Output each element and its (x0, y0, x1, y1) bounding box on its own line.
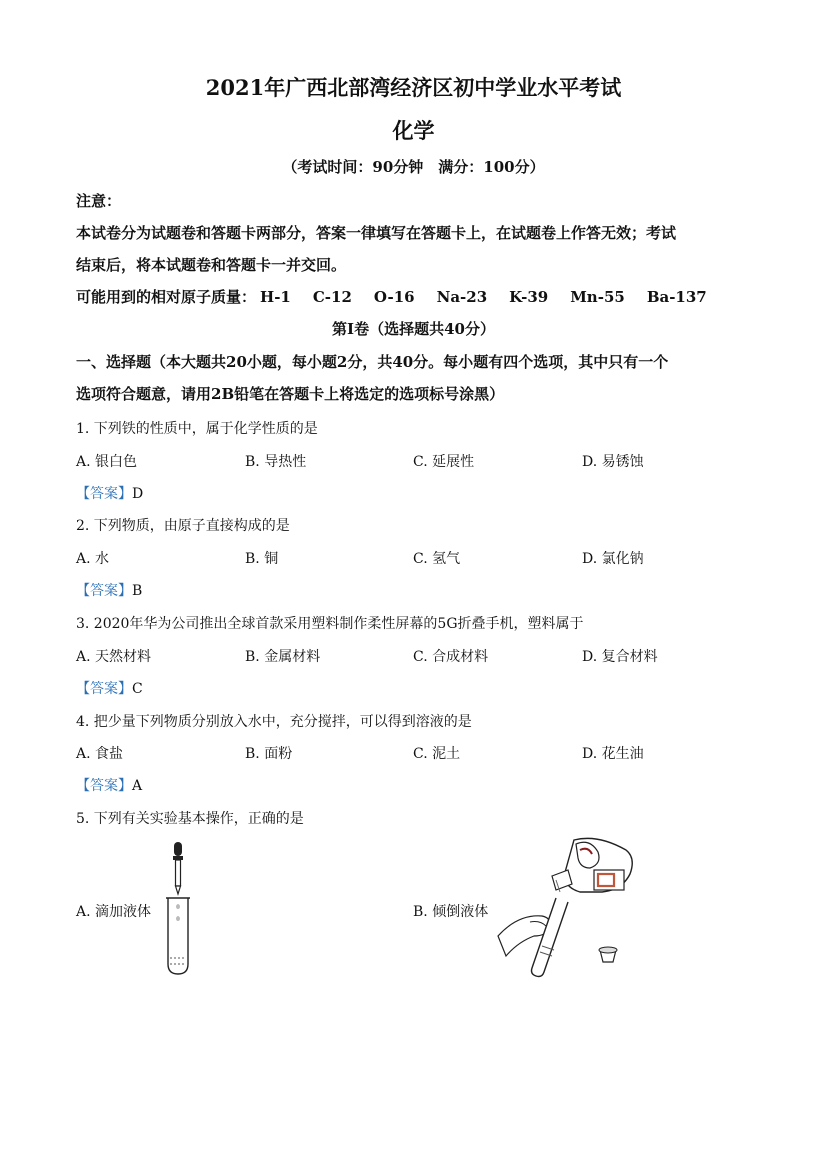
question-1-answer (76, 483, 143, 503)
question-1-option-c: C. 延展性 (413, 454, 475, 470)
question-5-stem: 5. 下列有关实验基本操作，正确的是 (76, 811, 304, 827)
question-4-option-c: C. 泥土 (413, 746, 461, 762)
atomic-mass-k: K-39 (509, 288, 549, 306)
answer-value: B (132, 583, 143, 599)
question-5-option-b: B. 倾倒液体 (413, 904, 489, 920)
question-4-stem: 4. 把少量下列物质分别放入水中，充分搅拌，可以得到溶液的是 (76, 714, 472, 730)
answer-tag: 【答案】 (76, 583, 132, 599)
atomic-mass-h: H-1 (260, 288, 291, 306)
question-3-answer (76, 678, 143, 698)
answer-tag: 【答案】 (76, 778, 132, 794)
atomic-mass-o: O-16 (373, 288, 415, 306)
question-3-option-a: A. 天然材料 (76, 649, 152, 665)
atomic-mass-label: 可能用到的相对原子质量： (76, 288, 257, 306)
question-4-option-d: D. 花生油 (582, 746, 644, 762)
question-1-option-a: A. 银白色 (76, 454, 138, 470)
section-title: 第Ⅰ卷（选择题共40分） (332, 320, 495, 338)
question-3-option-b: B. 金属材料 (245, 649, 321, 665)
atomic-mass-na: Na-23 (436, 288, 488, 306)
exam-info: （考试时间：90分钟 满分：100分） (282, 158, 545, 176)
atomic-mass-ba: Ba-137 (646, 288, 707, 306)
question-4-option-a: A. 食盐 (76, 746, 124, 762)
dropper-icon (173, 842, 183, 894)
answer-tag: 【答案】 (76, 681, 132, 697)
question-2-option-b: B. 铜 (245, 551, 279, 567)
exam-subject: 化学 (392, 118, 435, 143)
question-3-stem: 3. 2020年华为公司推出全球首款采用塑料制作柔性屏幕的5G折叠手机，塑料属于 (76, 616, 584, 632)
question-3-option-c: C. 合成材料 (413, 649, 489, 665)
question-1-stem: 1. 下列铁的性质中，属于化学性质的是 (76, 421, 318, 437)
pouring-liquid-illustration (494, 832, 644, 982)
tilted-test-tube-icon (532, 898, 569, 977)
question-2-option-d: D. 氯化钠 (582, 551, 644, 567)
atomic-mass-c: C-12 (312, 288, 352, 306)
answer-value: C (132, 681, 143, 697)
notice-heading: 注意： (76, 192, 122, 210)
question-4-answer (76, 775, 142, 795)
question-2-option-a: A. 水 (76, 551, 110, 567)
answer-value: D (132, 486, 144, 502)
dropper-test-tube-illustration (160, 840, 200, 980)
question-5-option-a: A. 滴加液体 (76, 904, 152, 920)
notice-line-1: 本试卷分为试题卷和答题卡两部分，答案一律填写在答题卡上，在试题卷上作答无效；考试 (76, 224, 677, 242)
question-2-answer (76, 580, 142, 600)
part-instruction-1: 一、选择题（本大题共20小题，每小题2分，共40分。每小题有四个选项，其中只有一个 (76, 353, 669, 371)
question-1-option-b: B. 导热性 (245, 454, 307, 470)
exam-title: 2021年广西北部湾经济区初中学业水平考试 (205, 75, 622, 100)
atomic-mass-mn: Mn-55 (570, 288, 625, 306)
test-tube-icon (166, 898, 190, 974)
part-instruction-2: 选项符合题意，请用2B铅笔在答题卡上将选定的选项标号涂黑） (76, 385, 505, 403)
question-3-option-d: D. 复合材料 (582, 649, 658, 665)
question-2-option-c: C. 氢气 (413, 551, 461, 567)
question-1-option-d: D. 易锈蚀 (582, 454, 644, 470)
bottle-stopper-icon (599, 947, 617, 962)
answer-value: A (132, 778, 143, 794)
question-4-option-b: B. 面粉 (245, 746, 293, 762)
question-2-stem: 2. 下列物质，由原子直接构成的是 (76, 518, 290, 534)
answer-tag: 【答案】 (76, 486, 132, 502)
notice-line-2: 结束后，将本试题卷和答题卡一并交回。 (76, 256, 347, 274)
atomic-mass-line (76, 286, 729, 307)
